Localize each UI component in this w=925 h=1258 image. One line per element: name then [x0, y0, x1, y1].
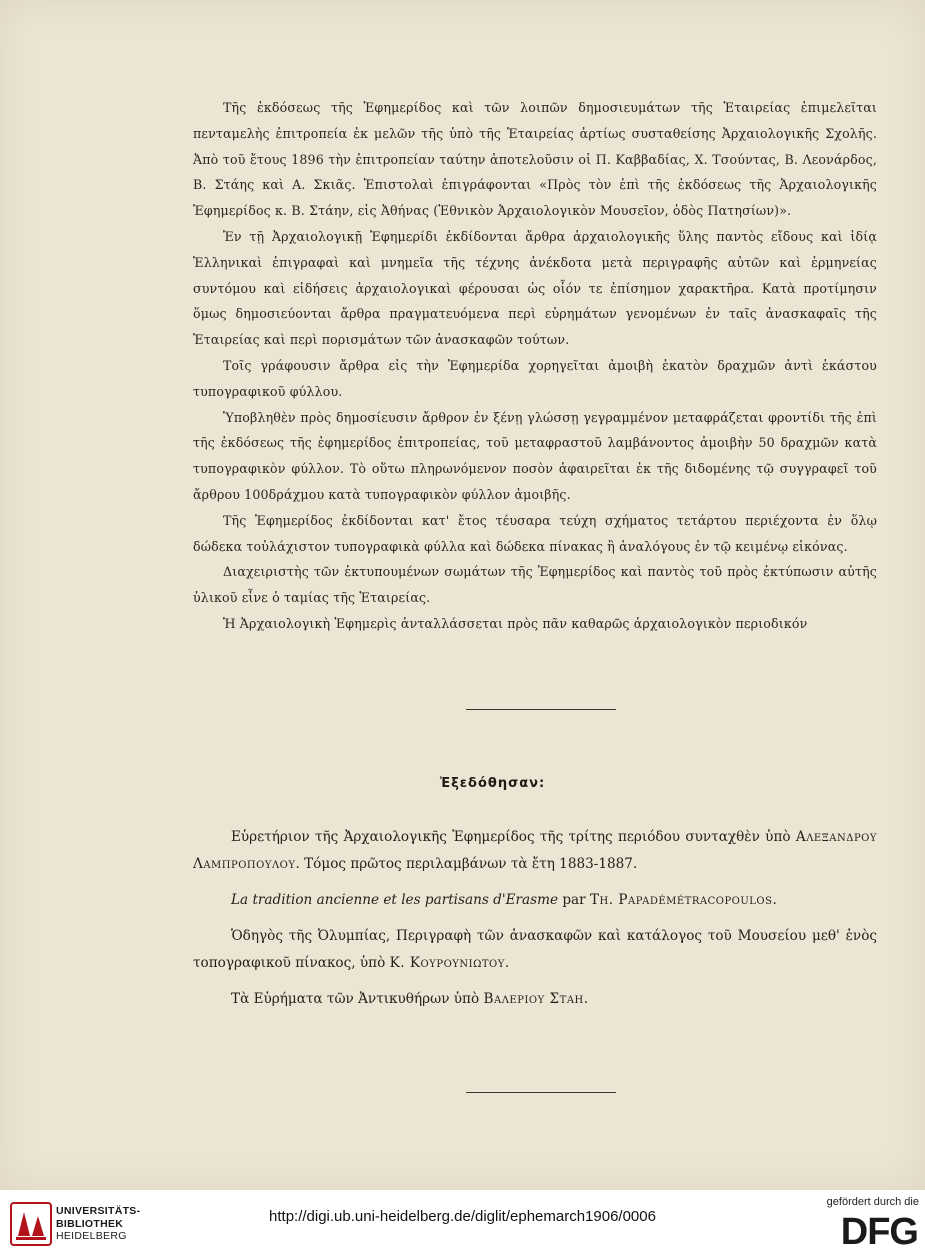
publication-antikythera [193, 986, 877, 1013]
publication-olympia-author: Κ. Κουρουνιωτου [389, 955, 505, 971]
publication-index [193, 824, 877, 878]
publication-index-volume: . Τόμος πρῶτος περιλαμβάνων τὰ ἔτη 1883-1887. [295, 856, 638, 872]
funder-note: gefördert durch die [826, 1196, 919, 1208]
publication-erasme-par: par [558, 892, 590, 908]
paragraph-translation: Ὑποβληθὲν πρὸς δημοσίευσιν ἄρθρον ἐν ξένῃ γλώσσῃ γεγραμμένον μεταφράζεται φροντίδι τῆς ἐπὶ τῆς ἐκδόσεως τῆς ἐφημερίδος ἐπιτροπείας, τοῦ μεταφραστοῦ λαμβάνοντος ἀμοιβὴν 50 δραχμῶν κατὰ τυπογραφικὸν φύλλον. Τὸ οὕτω πληρωνόμενον ποσὸν ἀφαιρεῖται ἐκ τῆς διδομένης τῷ συγγραφεῖ τοῦ ἄρθρου 100δράχμου κατὰ τυπογραφικὸν φύλλον ἀμοιβῆς. [193, 409, 877, 502]
page-url[interactable]: http://digi.ub.uni-heidelberg.de/diglit/ephemarch1906/0006 [269, 1208, 656, 1225]
publication-olympia-text: Ὁδηγὸς τῆς Ὀλυμπίας, Περιγραφὴ τῶν ἀνασκαφῶν καὶ κατάλογος τοῦ Μουσείου μεθ' ἑνὸς τοπογραφικοῦ πίνακος, ὑπὸ [193, 928, 877, 971]
publication-erasme-end: . [772, 892, 777, 908]
dfg-logo[interactable] [809, 1196, 919, 1252]
divider-rule-bottom [466, 1092, 616, 1093]
library-name-line1: UNIVERSITÄTS- [56, 1205, 141, 1217]
viewer-footer [0, 1190, 925, 1258]
paragraph-article-contents: Ἐν τῇ Ἀρχαιολογικῇ Ἐφημερίδι ἐκδίδονται ἄρθρα ἀρχαιολογικῆς ὕλης παντὸς εἴδους καὶ ἰδίᾳ Ἑλληνικαὶ ἐπιγραφαὶ καὶ μνημεῖα τῆς τέχνης ἀνέκδοτα μετὰ περιγραφῆς αὐτῶν καὶ ἑρμηνείας συντόμου καὶ εἰδήσεις ἀρχαιολογικαὶ φέρουσαι ὡς οἷόν τε ἐπίσημον χαρακτῆρα. Κατὰ προτίμησιν ὅμως δημοσιεύονται ἄρθρα πραγματευόμενα περὶ εὑρημάτων γενομένων ἐν ταῖς ἀνασκαφαῖς τῆς Ἑταιρείας καὶ περὶ πορισμάτων τῶν ἀνασκαφῶν τούτων. [193, 228, 877, 348]
publication-olympia-end: . [504, 955, 510, 971]
notice-text-block [193, 95, 877, 637]
paragraph-issues: Τῆς Ἐφημερίδος ἐκδίδονται κατ' ἔτος τέυσαρα τεύχη σχήματος τετάρτου περιέχοντα ἐν ὅλῳ δώδεκα τοὐλάχιστον τυπογραφικὰ φύλλα καὶ δώδεκα πίνακας ἢ ἀναλόγους ἐν τῷ κειμένῳ εἰκόνας. [193, 512, 877, 554]
published-heading: Ἐξεδόθησαν: [439, 776, 546, 791]
publication-index-text: Εὑρετήριον τῆς Ἀρχαιολογικῆς Ἐφημερίδος τῆς τρίτης περιόδου συνταχθὲν ὑπὸ [231, 829, 796, 845]
paragraph-treasurer: Διαχειριστὴς τῶν ἐκτυπουμένων σωμάτων τῆς Ἐφημερίδος καὶ παντὸς τοῦ πρὸς ἐκτύπωσιν αὐτῆς ὑλικοῦ εἶνε ὁ ταμίας τῆς Ἑταιρείας. [193, 564, 877, 606]
publication-list [193, 824, 877, 1013]
publication-antikythera-end: . [583, 991, 589, 1007]
divider-rule-top [466, 709, 616, 710]
paragraph-author-fee: Τοῖς γράφουσιν ἄρθρα εἰς τὴν Ἐφημερίδα χορηγεῖται ἀμοιβὴ ἑκατὸν δραχμῶν ἀντὶ ἑκάστου τυπογραφικοῦ φύλλου. [193, 357, 877, 399]
publication-olympia [193, 923, 877, 977]
publication-antikythera-text: Τὰ Εὑρήματα τῶν Ἀντικυθήρων ὑπὸ [231, 991, 484, 1007]
library-name-line2: BIBLIOTHEK [56, 1217, 124, 1230]
paragraph-editorial-committee: Τῆς ἐκδόσεως τῆς Ἐφημερίδος καὶ τῶν λοιπῶν δημοσιευμάτων τῆς Ἑταιρείας ἐπιμελεῖται πενταμελὴς ἐπιτροπεία ἐκ μελῶν τῆς ὑπὸ τῆς Ἑταιρείας ἀρτίως συσταθείσης Ἀρχαιολογικῆς Σχολῆς. Ἀπὸ τοῦ ἔτους 1896 τὴν ἐπιτροπείαν ταύτην ἀποτελοῦσιν οἱ Π. Καββαδίας, Χ. Τσούντας, Β. Λεονάρδος, Β. Στάης καὶ Α. Σκιᾶς. Ἐπιστολαὶ ἐπιγράφονται «Πρὸς τὸν ἐπὶ τῆς ἐκδόσεως τῆς Ἀρχαιολογικῆς Ἐφημερίδος κ. Β. Στάην, εἰς Ἀθήνας (Ἐθνικὸν Ἀρχαιολογικὸν Μουσεῖον, ὁδὸς Πατησίων)». [193, 100, 877, 219]
publication-antikythera-author: Βαλεριου Σταη [483, 991, 584, 1007]
publication-erasme-author: Th. Papadémétracopoulos [589, 892, 773, 908]
publication-erasme-title: La tradition ancienne et les partisans d'Erasme [231, 892, 559, 908]
paragraph-exchange: Ἡ Ἀρχαιολογικὴ Ἐφημερὶς ἀνταλλάσσεται πρὸς πᾶν καθαρῶς ἀρχαιολογικὸν περιοδικόν [223, 615, 808, 631]
dfg-logo-icon [827, 1212, 919, 1248]
dfg-letters: DFG [840, 1212, 918, 1248]
publication-index-author: Αλεξανδρου Λαμπροπουλου [193, 829, 877, 872]
library-name-line3: HEIDELBERG [56, 1230, 127, 1242]
publication-erasme [193, 887, 877, 914]
